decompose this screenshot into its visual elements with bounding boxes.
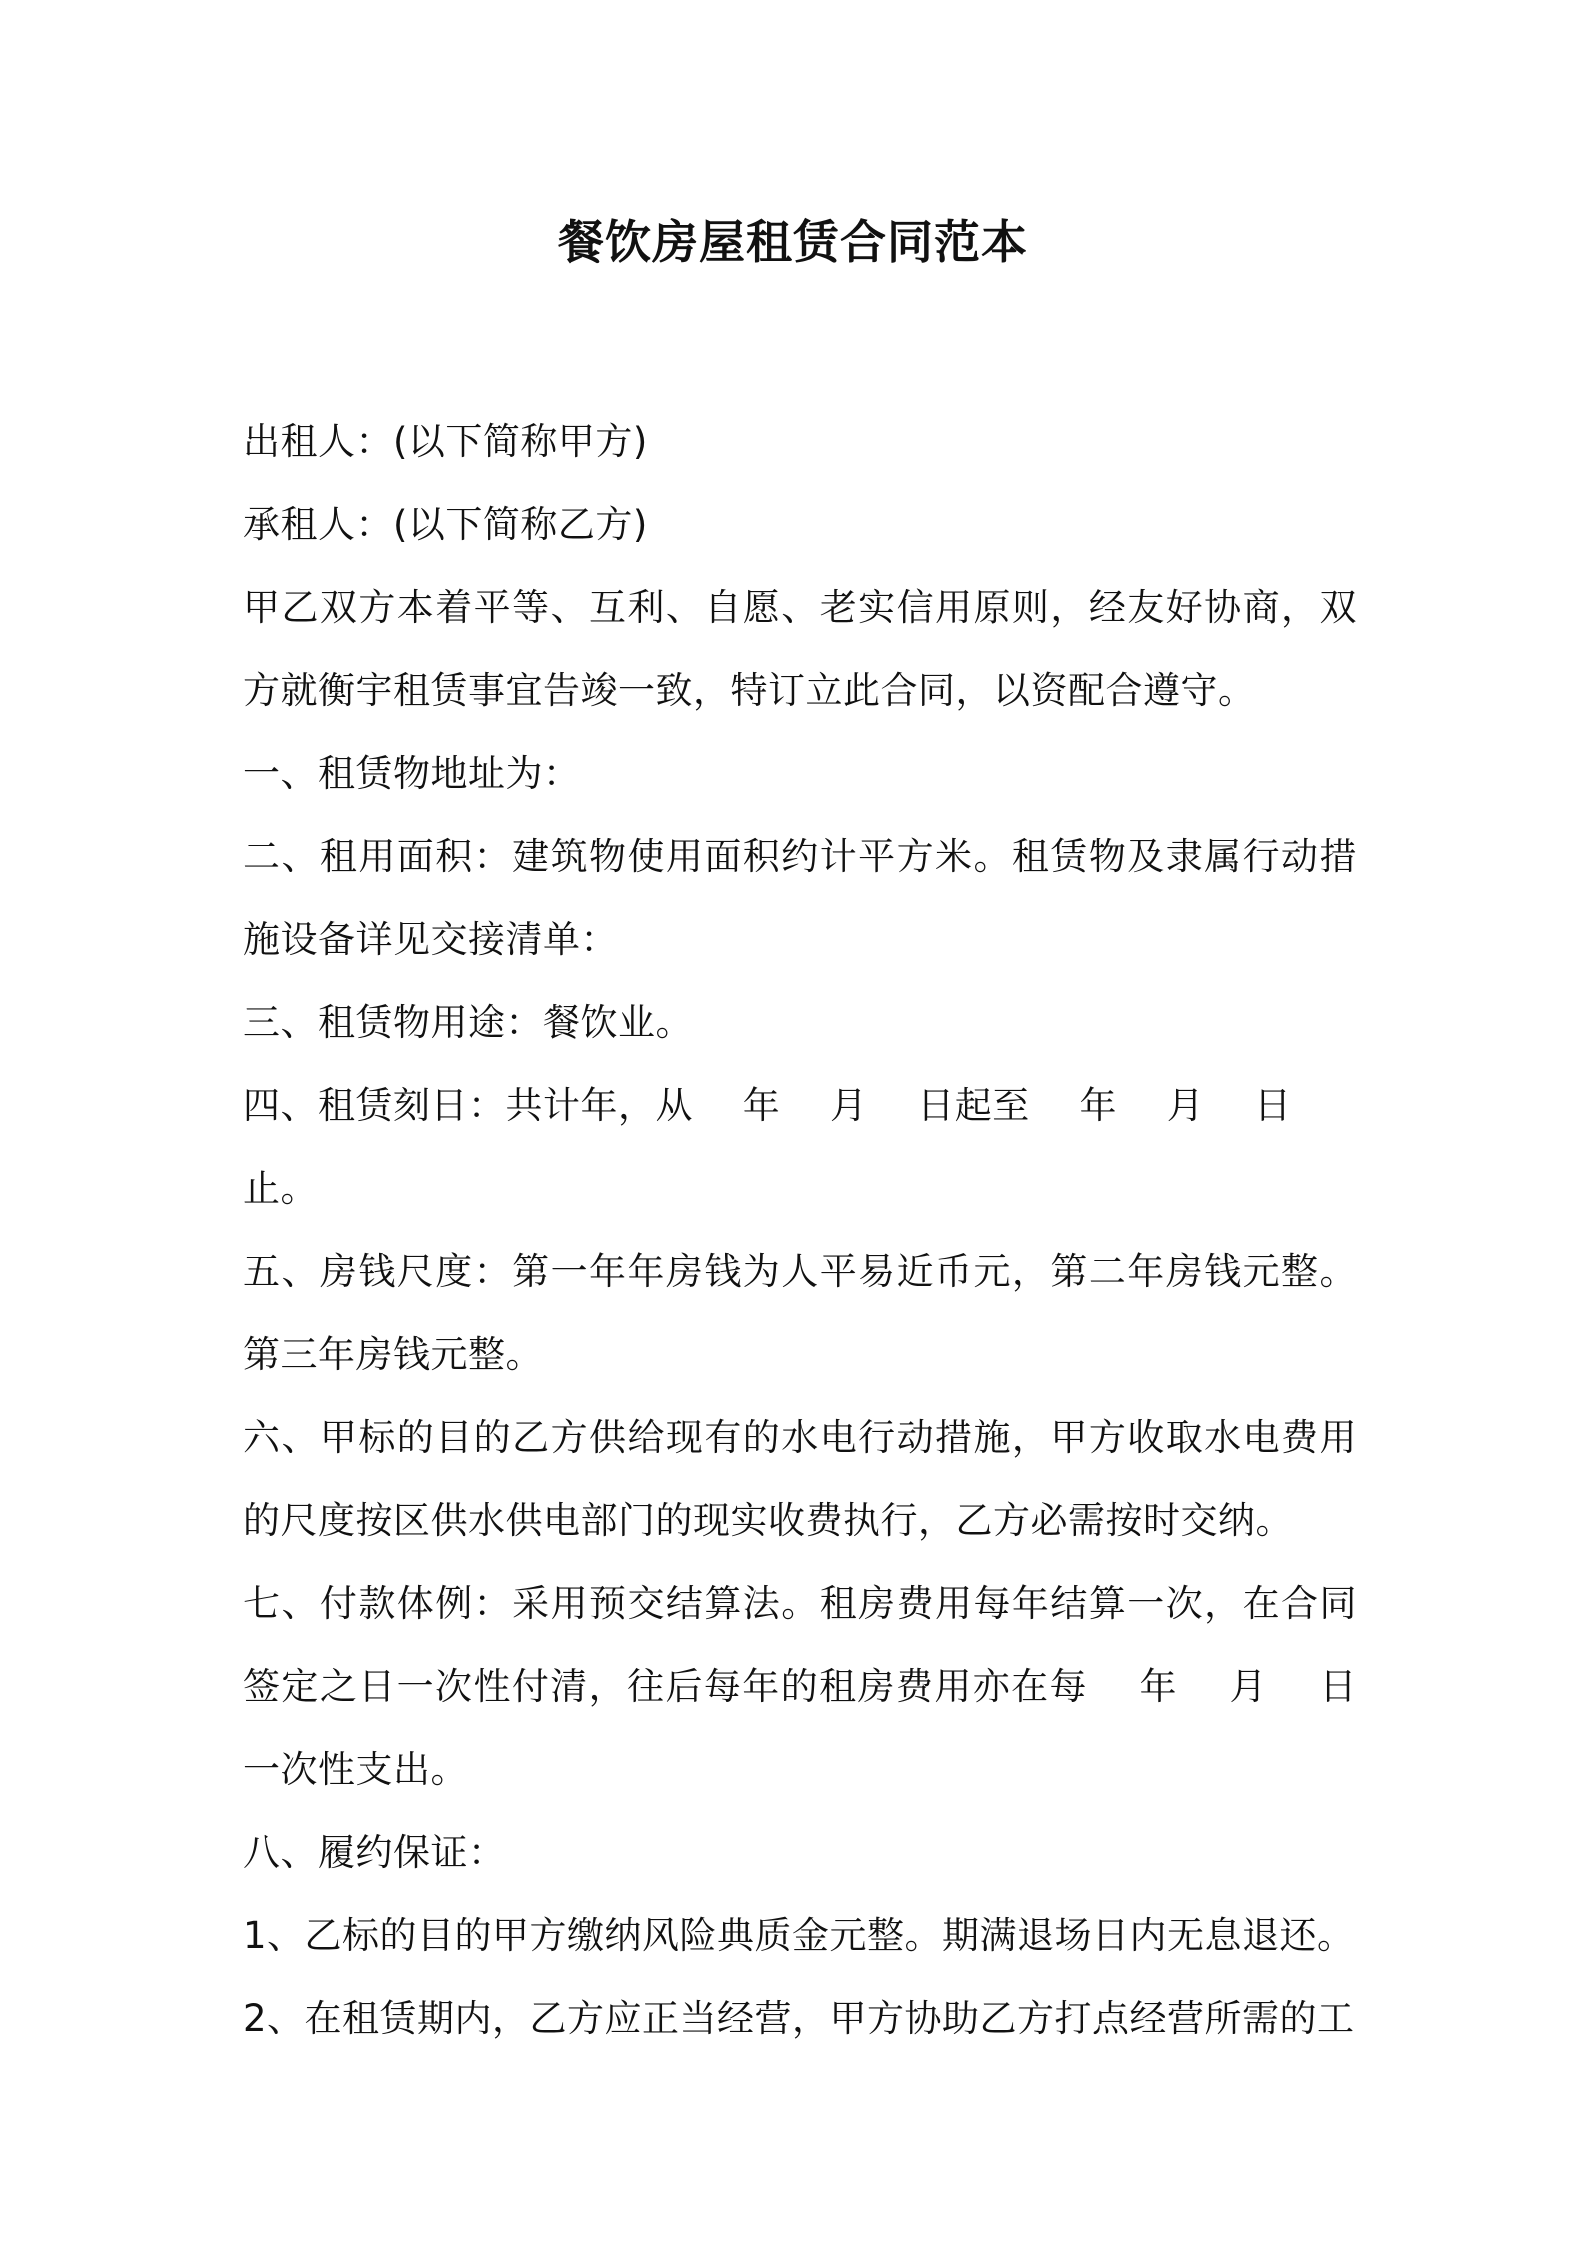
clause-8-item-2: 2、在租赁期内，乙方应正当经营，甲方协助乙方打点经营所需的工 <box>243 1997 1355 2040</box>
document-body <box>243 400 1357 2060</box>
clause-3-purpose: 三、租赁物用途：餐饮业。 <box>243 1001 693 1044</box>
clause-5-rent: 五、房钱尺度：第一年年房钱为人平易近币元，第二年房钱元整。第三年房钱元整。 <box>243 1250 1357 1376</box>
preamble-paragraph: 甲乙双方本着平等、互利、自愿、老实信用原则，经友好协商，双方就衡宇租赁事宜告竣一致，特订立此合同，以资配合遵守。 <box>243 586 1357 712</box>
clause-2-area: 二、租用面积：建筑物使用面积约计平方米。租赁物及隶属行动措施设备详见交接清单： <box>243 835 1357 961</box>
clause-1-address: 一、租赁物地址为： <box>243 752 581 795</box>
clause-6-utilities: 六、甲标的目的乙方供给现有的水电行动措施，甲方收取水电费用的尺度按区供水供电部门的现实收费执行，乙方必需按时交纳。 <box>243 1416 1357 1542</box>
clause-8-guarantee: 八、履约保证： <box>243 1831 506 1874</box>
clause-4-term: 四、租赁刻日：共计年，从 年 月 日起至 年 月 日止。 <box>243 1084 1292 1210</box>
document-title: 餐饮房屋租赁合同范本 <box>558 215 1028 269</box>
clause-8-item-1: 1、乙标的目的甲方缴纳风险典质金元整。期满退场日内无息退还。 <box>243 1914 1355 1957</box>
lessee-line: 承租人：(以下简称乙方) <box>243 503 648 546</box>
clause-7-payment: 七、付款体例：采用预交结算法。租房费用每年结算一次，在合同签定之日一次性付清，往后每年的租房费用亦在每 年 月 日一次性支出。 <box>243 1582 1357 1791</box>
lessor-line: 出租人：(以下简称甲方) <box>243 420 648 463</box>
